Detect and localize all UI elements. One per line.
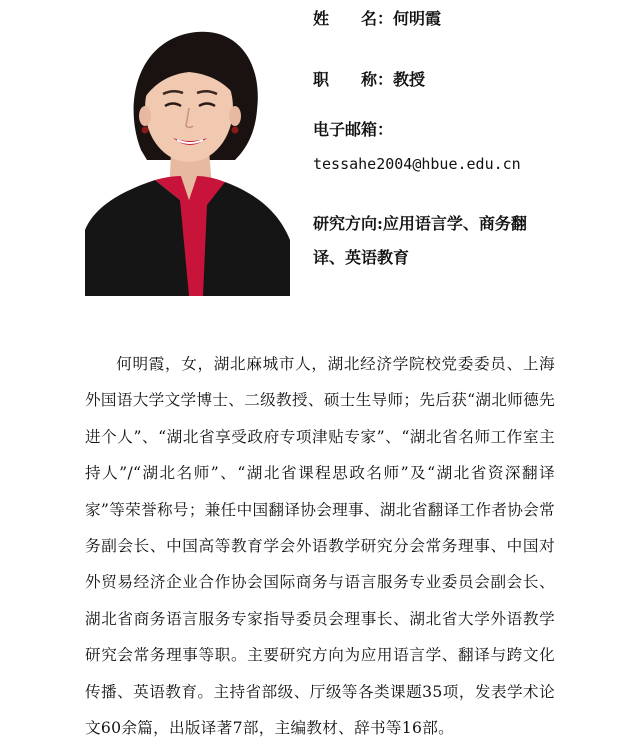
title-label: 职 称： [313, 70, 394, 89]
name-value: 何明霞 [393, 9, 442, 28]
biography-text: 何明霞，女，湖北麻城市人，湖北经济学院校党委委员、上海外国语大学文学博士、二级教授、硕士生导师；先后获“湖北师德先进个人”、“湖北省享受政府专项津贴专家”、“湖北省名师工作室主持人”/“湖北名师”、“湖北省课程思政名师”及“湖北省资深翻译家”等荣誉称号；兼任中国翻译协会理事、湖北省翻译工作者协会常务副会长、中国高等教育学会外语教学研究分会常务理事、中国对外贸易经济企业合作协会国际商务与语言服务专业委员会副会长、湖北省商务语言服务专家指导委员会理事长、湖北省大学外语教学研究会常务理事等职。主要研究方向为应用语言学、翻译与跨文化传播、英语教育。主持省部级、厅级等各类课题35项，发表学术论文60余篇，出版译著7部，主编教材、辞书等16部。 [85, 355, 555, 738]
person-photo-icon [85, 0, 290, 296]
name-row [313, 9, 441, 29]
email-label: 电子邮箱： [313, 120, 394, 139]
title-value: 教授 [393, 70, 426, 89]
portrait-photo [85, 0, 290, 296]
email-value[interactable]: tessahe2004@hbue.edu.cn [313, 155, 521, 173]
title-row [313, 70, 425, 90]
name-label: 姓 名： [313, 9, 394, 28]
research-direction: 研究方向:应用语言学、商务翻译、英语教育 [313, 214, 527, 267]
